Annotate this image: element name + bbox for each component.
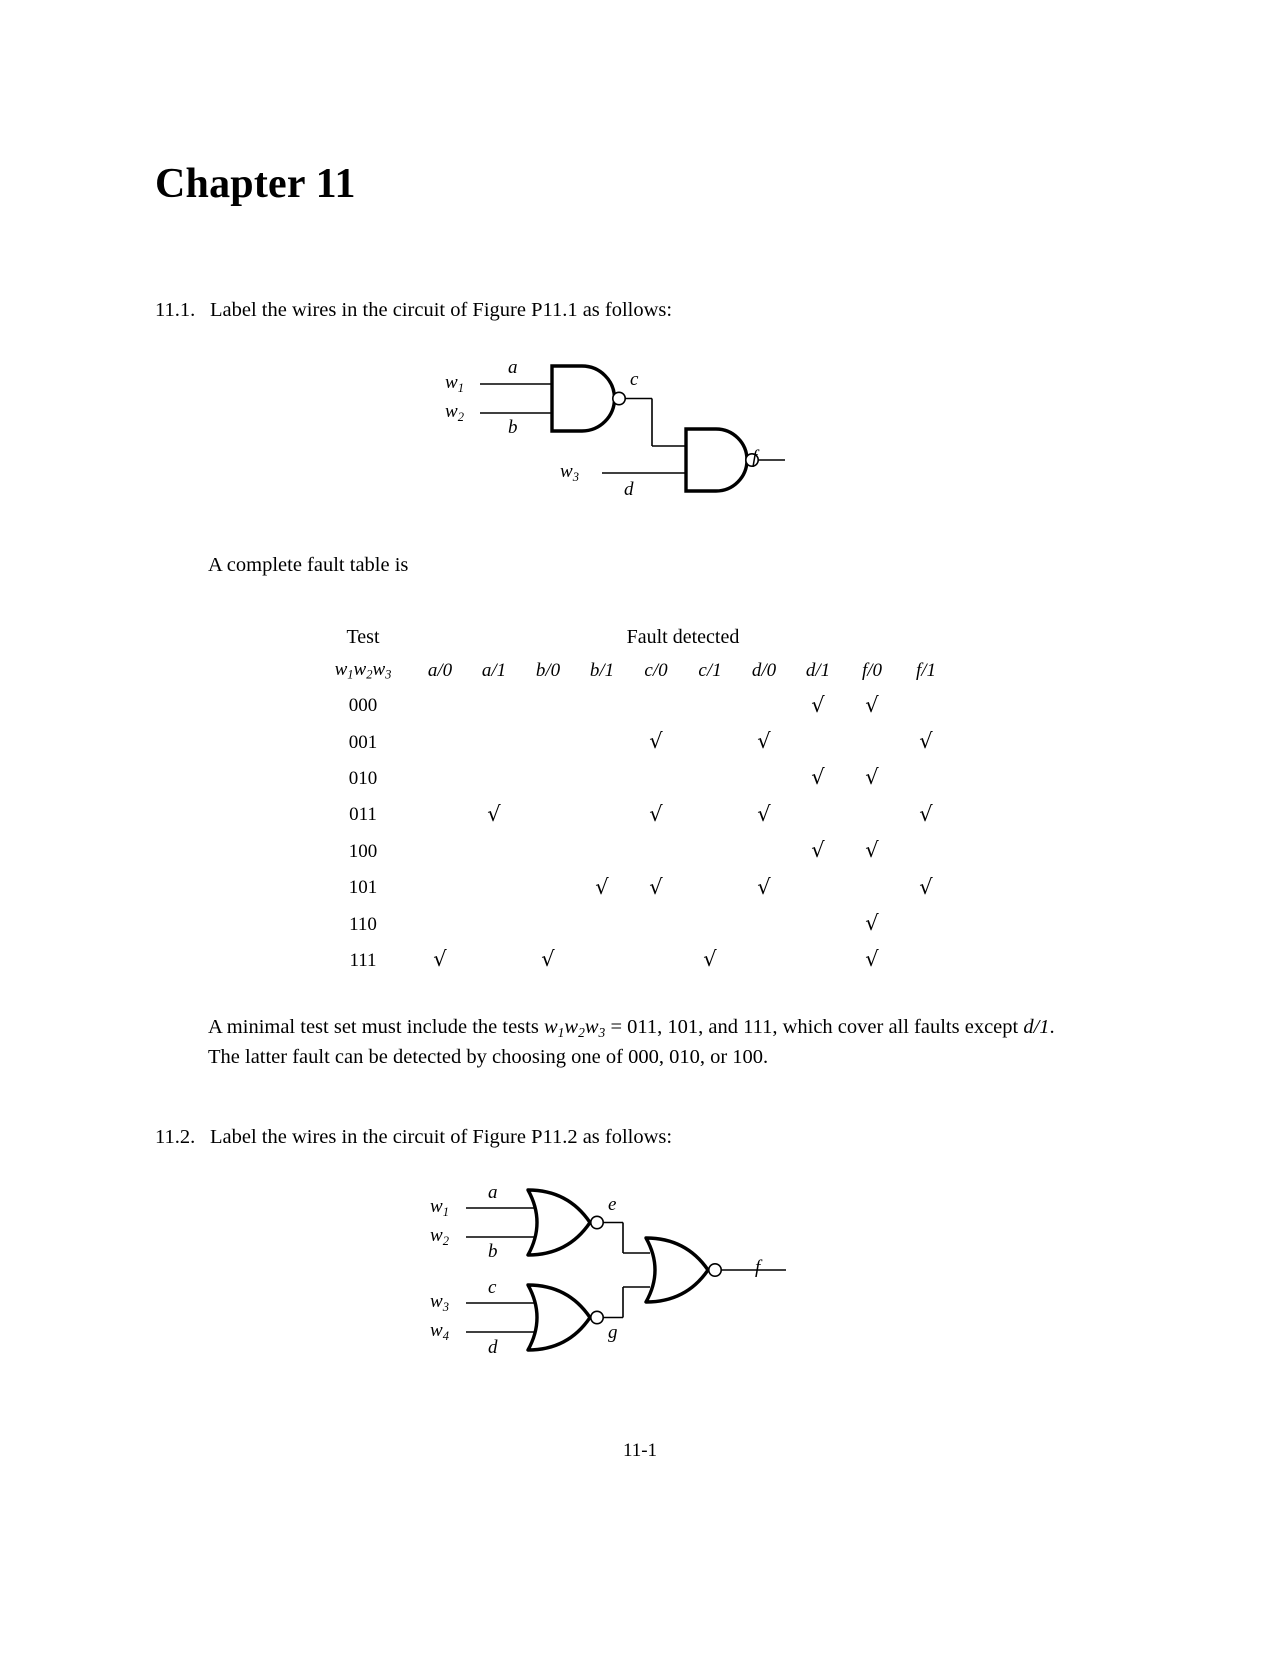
fault-cell-c-0 [629, 834, 683, 870]
figure-p11-2-circuit [418, 1180, 818, 1380]
fault-cell-d-1 [791, 906, 845, 942]
fault-cell-c-1 [683, 761, 737, 797]
fault-cell-c-0 [629, 688, 683, 724]
fault-cell-f-0 [845, 797, 899, 833]
fault-cell-c-0 [629, 761, 683, 797]
fault-cell-a-0 [413, 761, 467, 797]
header-col-b0: b/0 [535, 660, 561, 681]
header-col-a1: a/1 [481, 660, 507, 681]
check-mark-icon: √ [919, 729, 933, 754]
circuit2-input-w3-label: $w_3$ [430, 1291, 449, 1314]
fault-cell-a-1 [467, 761, 521, 797]
header-col-d1: d/1 [805, 660, 831, 681]
circuit2-input-w1-label: $w_1$ [430, 1196, 449, 1219]
fault-cell-c-0 [629, 870, 683, 906]
fault-table-header-row-2 [313, 654, 953, 688]
fault-cell-f-0 [845, 870, 899, 906]
circuit1-wire-b-label: b [508, 417, 518, 438]
fault-cell-f-0 [845, 724, 899, 760]
row-test-value: 000 [348, 695, 378, 717]
fault-cell-a-0 [413, 870, 467, 906]
conclusion-line-1-end: . [1049, 1016, 1055, 1038]
conclusion-line-1 [208, 1013, 1228, 1043]
fault-cell-b-1 [575, 834, 629, 870]
fault-cell-b-1 [575, 761, 629, 797]
row-test-value: 101 [348, 877, 378, 899]
check-mark-icon: √ [433, 947, 447, 972]
fault-cell-b-0 [521, 724, 575, 760]
fault-cell-d-0 [737, 943, 791, 979]
fault-cell-f-0 [845, 834, 899, 870]
fault-cell-b-1 [575, 797, 629, 833]
check-mark-icon: √ [919, 874, 933, 899]
circuit1-wire-a-label: a [508, 357, 518, 378]
fault-cell-d-1 [791, 761, 845, 797]
fault-cell-f-0 [845, 906, 899, 942]
table-row [313, 906, 953, 942]
fault-cell-b-0 [521, 688, 575, 724]
fault-cell-f-1 [899, 688, 953, 724]
fault-cell-a-1 [467, 870, 521, 906]
table-row [313, 943, 953, 979]
fault-cell-c-1 [683, 834, 737, 870]
circuit1-output-f-label: f [752, 447, 758, 468]
fault-cell-a-0 [413, 724, 467, 760]
check-mark-icon: √ [541, 947, 555, 972]
page-footer: 11-1 [622, 1440, 658, 1461]
fault-cell-d-1 [791, 870, 845, 906]
header-col-d0: d/0 [751, 660, 777, 681]
fault-table-head [313, 620, 953, 688]
circuit2-wire-c-label: c [488, 1277, 497, 1298]
fault-cell-c-0 [629, 797, 683, 833]
circuit2-wire-d-label: d [488, 1337, 498, 1358]
header-fault-detected: Fault detected [626, 625, 740, 648]
fault-cell-d-1 [791, 797, 845, 833]
header-col-b1: b/1 [589, 660, 615, 681]
fault-cell-a-1 [467, 943, 521, 979]
fault-cell-c-1 [683, 797, 737, 833]
circuit2-wire-e-label: e [608, 1194, 617, 1215]
circuit2-wire-b-label: b [488, 1241, 498, 1262]
fault-table-body [313, 688, 953, 979]
fault-table [313, 620, 953, 979]
row-test-value: 100 [348, 840, 378, 862]
table-row [313, 761, 953, 797]
fault-cell-c-1 [683, 906, 737, 942]
fault-cell-b-0 [521, 761, 575, 797]
fault-cell-a-1 [467, 834, 521, 870]
fault-table-wrapper [313, 620, 953, 979]
fault-cell-d-0 [737, 870, 791, 906]
fault-cell-b-1 [575, 943, 629, 979]
check-mark-icon: √ [865, 911, 879, 936]
problem-11-2-statement [155, 1124, 672, 1152]
fault-cell-f-0 [845, 688, 899, 724]
fault-cell-f-1 [899, 906, 953, 942]
problem-11-1-text: Label the wires in the circuit of Figure P11.1 as follows: [210, 299, 673, 321]
figure-p11-1-circuit [430, 355, 790, 505]
check-mark-icon: √ [487, 801, 501, 826]
problem-11-1-statement [155, 297, 672, 325]
row-test-value: 001 [348, 731, 378, 753]
circuit2-output-f-label: f [755, 1257, 761, 1278]
fault-cell-d-1 [791, 688, 845, 724]
circuit1-input-w3-label: $w_3$ [560, 461, 579, 484]
check-mark-icon: √ [649, 874, 663, 899]
fault-cell-a-0 [413, 834, 467, 870]
check-mark-icon: √ [811, 692, 825, 717]
circuit-2-svg [418, 1180, 818, 1380]
circuit-1-svg [430, 355, 790, 505]
fault-cell-a-1 [467, 724, 521, 760]
fault-cell-b-1 [575, 688, 629, 724]
fault-cell-a-1 [467, 797, 521, 833]
fault-cell-f-0 [845, 761, 899, 797]
circuit2-input-w2-label: $w_2$ [430, 1225, 449, 1248]
conclusion-fault: d/1 [1023, 1016, 1050, 1038]
check-mark-icon: √ [595, 874, 609, 899]
fault-table-header-row-1 [313, 620, 953, 654]
fault-cell-b-0 [521, 870, 575, 906]
fault-cell-b-0 [521, 834, 575, 870]
circuit1-input-w1-label: $w_1$ [445, 372, 464, 395]
fault-cell-b-0 [521, 943, 575, 979]
check-mark-icon: √ [865, 838, 879, 863]
header-col-a0: a/0 [427, 660, 453, 681]
fault-cell-c-1 [683, 870, 737, 906]
circuit2-input-w4-label: $w_4$ [430, 1320, 449, 1343]
check-mark-icon: √ [865, 765, 879, 790]
table-row [313, 834, 953, 870]
fault-cell-c-1 [683, 943, 737, 979]
circuit1-wire-c-label: c [630, 369, 639, 390]
header-test-vars: $w_1w_2w_3$ [334, 659, 392, 682]
table-row [313, 870, 953, 906]
fault-cell-d-0 [737, 834, 791, 870]
check-mark-icon: √ [811, 765, 825, 790]
row-test-value: 011 [349, 804, 377, 826]
conclusion-paragraph [208, 1013, 1228, 1072]
fault-cell-d-1 [791, 724, 845, 760]
conclusion-line-1-b: = 011, 101, and 111, which cover all faults except [605, 1016, 1024, 1038]
fault-cell-c-0 [629, 906, 683, 942]
fault-cell-f-0 [845, 943, 899, 979]
header-col-f1: f/1 [915, 660, 937, 681]
check-mark-icon: √ [757, 729, 771, 754]
check-mark-icon: √ [757, 801, 771, 826]
fault-table-caption: A complete fault table is [208, 554, 409, 576]
circuit2-wire-a-label: a [488, 1182, 498, 1203]
conclusion-vars: $w_1w_2w_3$ [543, 1016, 606, 1040]
header-col-c0: c/0 [644, 660, 668, 681]
check-mark-icon: √ [811, 838, 825, 863]
fault-cell-a-0 [413, 906, 467, 942]
header-col-f0: f/0 [861, 660, 883, 681]
check-mark-icon: √ [865, 947, 879, 972]
table-row [313, 688, 953, 724]
fault-cell-d-0 [737, 688, 791, 724]
check-mark-icon: √ [919, 801, 933, 826]
problem-11-1-number: 11.1. [155, 299, 196, 321]
conclusion-line-1-a: A minimal test set must include the tests [208, 1016, 544, 1038]
fault-cell-c-0 [629, 943, 683, 979]
table-row [313, 797, 953, 833]
fault-cell-b-0 [521, 797, 575, 833]
header-col-c1: c/1 [698, 660, 722, 681]
fault-cell-f-1 [899, 761, 953, 797]
fault-cell-f-1 [899, 834, 953, 870]
check-mark-icon: √ [703, 947, 717, 972]
problem-11-2-text: Label the wires in the circuit of Figure P11.2 as follows: [210, 1126, 673, 1148]
row-test-value: 110 [349, 913, 377, 935]
fault-cell-a-0 [413, 943, 467, 979]
page-title: Chapter 11 [155, 161, 356, 207]
fault-cell-c-1 [683, 724, 737, 760]
check-mark-icon: √ [649, 729, 663, 754]
circuit1-input-w2-label: $w_2$ [445, 401, 464, 424]
header-test: Test [346, 625, 380, 648]
fault-cell-b-1 [575, 906, 629, 942]
fault-cell-f-1 [899, 943, 953, 979]
check-mark-icon: √ [649, 801, 663, 826]
fault-cell-d-0 [737, 906, 791, 942]
fault-cell-a-1 [467, 906, 521, 942]
fault-cell-b-1 [575, 870, 629, 906]
fault-cell-a-0 [413, 797, 467, 833]
fault-cell-c-0 [629, 724, 683, 760]
table-row [313, 724, 953, 760]
check-mark-icon: √ [757, 874, 771, 899]
fault-cell-f-1 [899, 870, 953, 906]
fault-cell-f-1 [899, 797, 953, 833]
row-test-value: 010 [348, 767, 378, 789]
problem-11-2-number: 11.2. [155, 1126, 196, 1148]
fault-cell-d-0 [737, 797, 791, 833]
fault-cell-f-1 [899, 724, 953, 760]
fault-cell-b-1 [575, 724, 629, 760]
fault-cell-d-1 [791, 943, 845, 979]
fault-cell-d-0 [737, 724, 791, 760]
fault-cell-b-0 [521, 906, 575, 942]
fault-cell-a-0 [413, 688, 467, 724]
circuit2-wire-g-label: g [608, 1322, 618, 1343]
row-test-value: 111 [349, 949, 377, 971]
fault-cell-c-1 [683, 688, 737, 724]
fault-cell-d-1 [791, 834, 845, 870]
fault-cell-d-0 [737, 761, 791, 797]
circuit1-wire-d-label: d [624, 479, 634, 500]
check-mark-icon: √ [865, 692, 879, 717]
fault-cell-a-1 [467, 688, 521, 724]
conclusion-line-2: The latter fault can be detected by choosing one of 000, 010, or 100. [208, 1045, 769, 1068]
